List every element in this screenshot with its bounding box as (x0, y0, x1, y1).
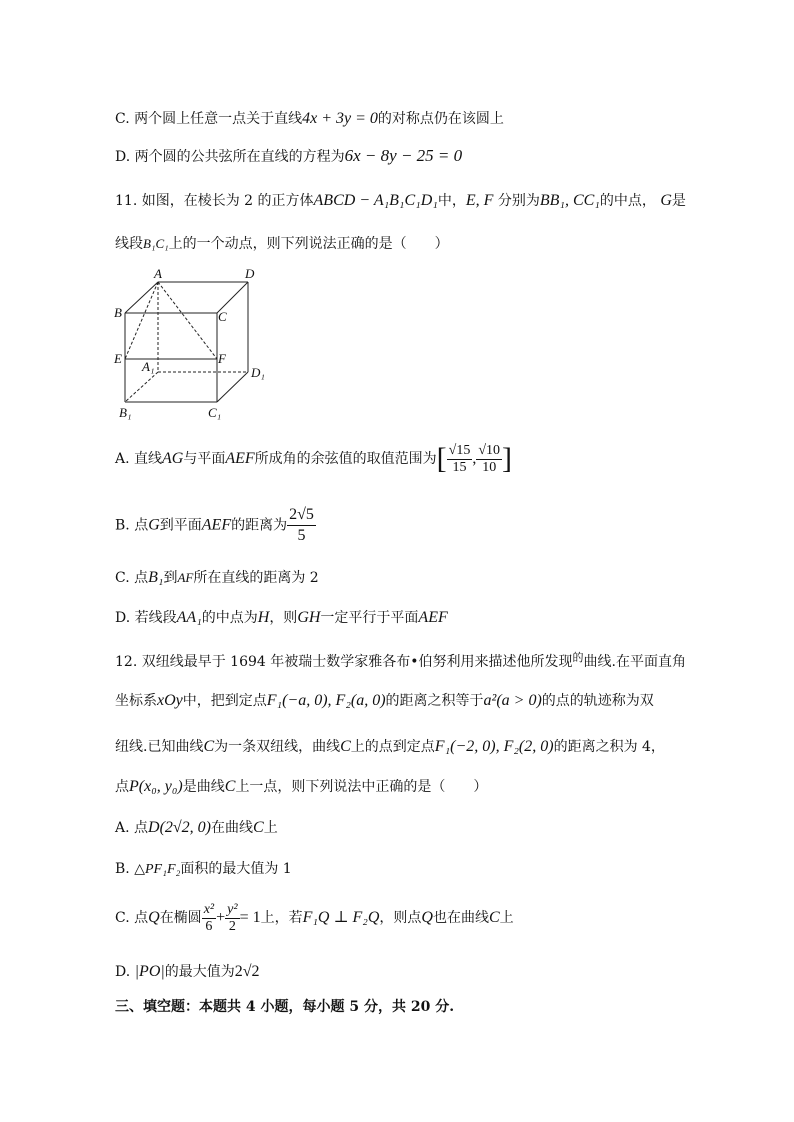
section-3-heading: 三、填空题：本题共 4 小题，每小题 5 分，共 20 分. (115, 999, 455, 1015)
cube-figure (112, 265, 277, 425)
q10-option-c: C. 两个圆上任意一点关于直线4x + 3y = 0的对称点仍在该圆上 (115, 110, 504, 127)
fraction-y2-over-2: $\frac{\text{y²}}{2}$ (227, 901, 238, 934)
label-e: E (114, 351, 122, 366)
math-common-chord-equation: 6x − 8y − 25 = 0 (344, 146, 463, 165)
q12-stem-line3: 纽线.已知曲线C为一条双纽线，曲线C上的点到定点F₁(−2, 0), F₂(2, 0)的距离之积为 4， (115, 738, 665, 755)
fraction-lower-bound: $\frac{√15}{15}$ (448, 442, 471, 475)
q11-option-a: A. 直线AG与平面AEF所成角的余弦值的取值范围为[ $\frac{√15}{15}$ , $\frac{√10}{10}$ ] (115, 442, 513, 475)
q11-option-c: C. 点B₁到AF所在直线的距离为 2 (115, 569, 319, 586)
q11-option-d: D. 若线段AA₁的中点为H，则GH一定平行于平面AEF (115, 609, 448, 626)
q12-option-a: A. 点D(2√2, 0)在曲线C上 (115, 819, 278, 836)
q11-stem-line2: 线段B₁C₁上的一个动点，则下列说法正确的是（ ） (115, 236, 449, 252)
left-bracket: [ (436, 442, 447, 475)
dashed-af (158, 282, 217, 359)
label-f: F (218, 351, 226, 366)
edge-d1c1 (217, 372, 248, 402)
q12-stem-line1: 12. 双纽线最早于 1694 年被瑞士数学家雅各布•伯努利用来描述他所发现$^的$曲线.在平面直角 (115, 651, 686, 670)
edge-ab (125, 282, 158, 313)
label-a1: A₁ (142, 359, 155, 374)
label-b: B (114, 305, 122, 320)
q11-stem-line1: 11. 如图，在棱长为 2 的正方体ABCD − A₁B₁C₁D₁中，E, F 分别为BB₁, CC₁的中点， G是 (115, 192, 686, 209)
fraction-x2-over-6: $\frac{\text{x²}}{6}$ (203, 901, 215, 934)
right-bracket: ] (502, 442, 513, 475)
label-d: D (245, 266, 255, 281)
math-line-equation: 4x + 3y = 0 (302, 110, 378, 127)
label-a: A (154, 266, 162, 281)
q12-stem-line4: 点P(x₀, y₀)是曲线C上一点，则下列说法中正确的是（ ） (115, 778, 488, 795)
label-b1: B₁ (119, 405, 132, 420)
hidden-edge-a1b1 (125, 372, 158, 402)
q12-option-d: D. |PO|的最大值为2√2 (115, 963, 260, 980)
label-c: C (218, 309, 227, 324)
q12-option-c: C. 点Q在椭圆 $\frac{\text{x²}}{6}$ + $\frac{\text{y²}}{2}$ = 1上，若F₁Q ⊥ F₂Q，则点Q也在曲线C上 (115, 901, 514, 934)
label-c1: C₁ (208, 405, 222, 420)
dashed-ae (125, 282, 158, 359)
fraction-upper-bound: $\frac{√10}{10}$ (478, 442, 501, 475)
q11-option-b: B. 点G到平面AEF的距离为 $\frac{2√5}{5}$ (115, 506, 314, 544)
fraction-distance: $\frac{2√5}{5}$ (289, 506, 314, 544)
q10-option-d: D. 两个圆的公共弦所在直线的方程为6x − 8y − 25 = 0 (115, 146, 463, 165)
label-d1: D₁ (251, 365, 265, 380)
q12-option-b: B. △PF₁F₂面积的最大值为 1 (115, 861, 292, 877)
q12-stem-line2: 坐标系xOy中，把到定点F₁(−a, 0), F₂(a, 0)的距离之积等于a²(a > 0)的点的轨迹称为双 (115, 692, 654, 709)
